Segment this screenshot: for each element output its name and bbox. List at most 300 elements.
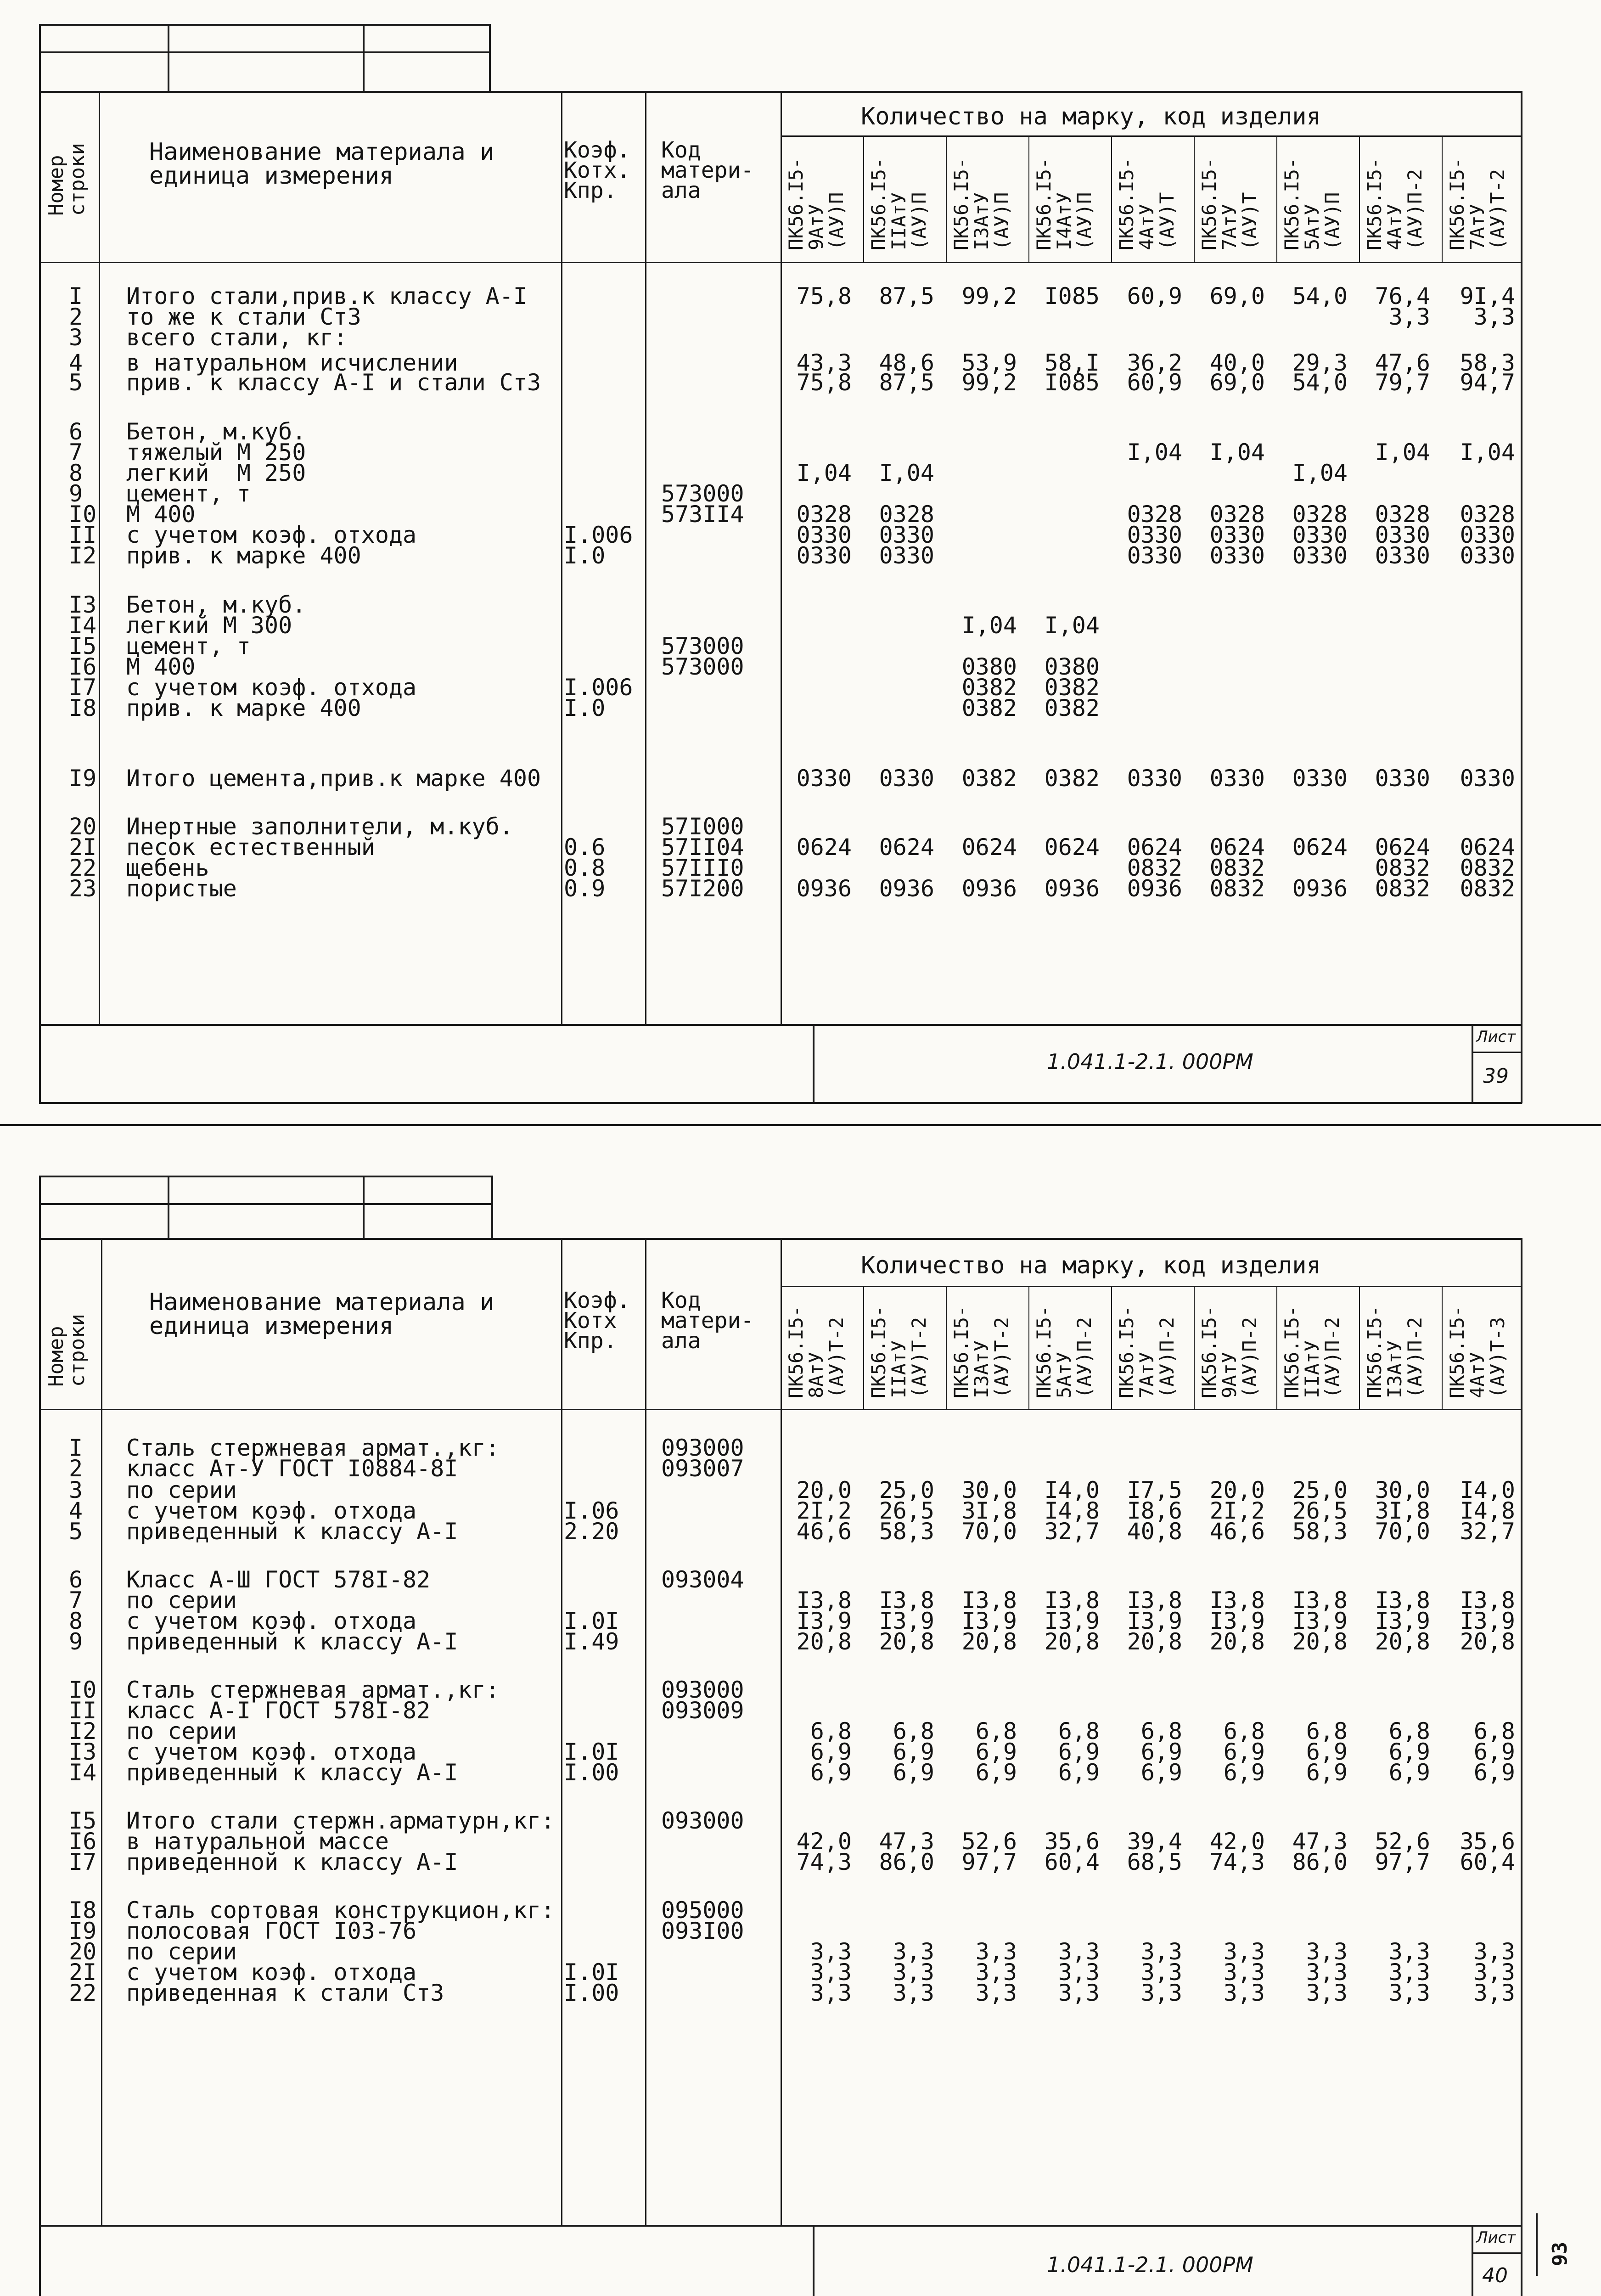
mark-code: ПК56.I5- I4АтУ (АУ)П bbox=[1033, 157, 1095, 250]
quantity-cell: 69,0 bbox=[1209, 283, 1265, 310]
quantity-cell: I,04 bbox=[1460, 439, 1515, 466]
quantity-cell: 0328 bbox=[1292, 501, 1348, 528]
material-name: прив. к марке 400 bbox=[126, 695, 361, 721]
quantity-cell: I,04 bbox=[1292, 460, 1348, 486]
quantity-cell: 0330 bbox=[1209, 765, 1265, 792]
mark-code: ПК56.I5- 5АтУ (АУ)П-2 bbox=[1033, 1305, 1095, 1398]
quantity-cell: 0328 bbox=[879, 501, 934, 528]
quantity-cell: 52,6 bbox=[961, 1828, 1017, 1855]
row-number: I6 bbox=[69, 653, 97, 680]
material-name: М 400 bbox=[126, 501, 196, 528]
quantity-cell: 3,3 bbox=[893, 1938, 934, 1965]
quantity-cell: I3,8 bbox=[1127, 1587, 1182, 1614]
row-number: 9 bbox=[69, 480, 83, 507]
quantity-cell: 0624 bbox=[1209, 834, 1265, 861]
quantity-cell: 6,9 bbox=[893, 1739, 934, 1765]
quantity-cell: 3,3 bbox=[810, 1980, 852, 2006]
quantity-cell: 47,3 bbox=[879, 1828, 934, 1855]
quantity-cell: 20,8 bbox=[1375, 1628, 1430, 1655]
quantity-cell: 2I,2 bbox=[796, 1497, 852, 1524]
quantity-cell: I4,8 bbox=[1460, 1497, 1515, 1524]
material-name: в натуральном исчислении bbox=[126, 349, 458, 376]
quantity-cell: 0382 bbox=[961, 695, 1017, 721]
quantity-cell: I4,0 bbox=[1044, 1477, 1100, 1503]
quantity-cell: 6,9 bbox=[1388, 1759, 1430, 1786]
material-name: легкий М 250 bbox=[126, 460, 306, 486]
material-name: приведенный к классу А-I bbox=[126, 1518, 458, 1545]
row-number: 3 bbox=[69, 1477, 83, 1503]
margin-line bbox=[1536, 2213, 1538, 2276]
mark-code: ПК56.I5- 8АтУ (АУ)Т-2 bbox=[785, 1305, 848, 1398]
material-name: с учетом коэф. отхода bbox=[126, 674, 417, 701]
quantity-cell: 99,2 bbox=[961, 369, 1017, 396]
quantity-cell: 25,0 bbox=[879, 1477, 934, 1503]
quantity-cell: 26,5 bbox=[879, 1497, 934, 1524]
quantity-cell: I3,8 bbox=[879, 1587, 934, 1614]
quantity-cell: 74,3 bbox=[1209, 1849, 1265, 1875]
quantity-cell: 3,3 bbox=[893, 1959, 934, 1986]
quantity-cell: 3,3 bbox=[1058, 1959, 1100, 1986]
quantity-cell: 87,5 bbox=[879, 369, 934, 396]
quantity-cell: 68,5 bbox=[1127, 1849, 1182, 1875]
quantity-cell: 35,6 bbox=[1044, 1828, 1100, 1855]
material-name: Сталь стержневая армат.,кг: bbox=[126, 1435, 500, 1461]
quantity-cell: 0624 bbox=[1127, 834, 1182, 861]
quantity-cell: 3,3 bbox=[1223, 1959, 1265, 1986]
quantity-cell: 0330 bbox=[879, 522, 934, 548]
material-name: класс А-I ГОСТ 578I-82 bbox=[126, 1697, 431, 1724]
row-number: 4 bbox=[69, 349, 83, 376]
quantity-cell: 0330 bbox=[1209, 522, 1265, 548]
row-number: 9 bbox=[69, 1628, 83, 1655]
material-name: приведенной к классу А-I bbox=[126, 1849, 458, 1875]
material-code: 093000 bbox=[661, 1435, 744, 1461]
quantity-cell: 0330 bbox=[1209, 542, 1265, 569]
quantity-cell: 58,3 bbox=[879, 1518, 934, 1545]
row-number: 7 bbox=[69, 439, 83, 466]
quantity-cell: 30,0 bbox=[1375, 1477, 1430, 1503]
quantity-cell: 3,3 bbox=[975, 1959, 1017, 1986]
material-name: тяжелый М 250 bbox=[126, 439, 306, 466]
quantity-cell: 6,9 bbox=[1058, 1759, 1100, 1786]
quantity-cell: 20,8 bbox=[1127, 1628, 1182, 1655]
quantity-cell: 75,8 bbox=[796, 369, 852, 396]
quantity-cell: 0624 bbox=[1044, 834, 1100, 861]
material-name: класс Ат-У ГОСТ I0884-8I bbox=[126, 1455, 458, 1482]
material-name: прив. к марке 400 bbox=[126, 542, 361, 569]
quantity-cell: I,04 bbox=[1127, 439, 1182, 466]
quantity-cell: 0330 bbox=[1375, 542, 1430, 569]
quantity-cell: 3,3 bbox=[1140, 1980, 1182, 2006]
quantity-cell: 29,3 bbox=[1292, 349, 1348, 376]
row-number: I5 bbox=[69, 633, 97, 659]
quantity-cell: 0330 bbox=[796, 542, 852, 569]
quantity-cell: 20,8 bbox=[1292, 1628, 1348, 1655]
quantity-cell: 0382 bbox=[1044, 765, 1100, 792]
material-name: цемент, т bbox=[126, 633, 251, 659]
quantity-cell: 70,0 bbox=[961, 1518, 1017, 1545]
coefficient: I.49 bbox=[564, 1628, 619, 1655]
quantity-cell: 54,0 bbox=[1292, 369, 1348, 396]
material-code: 093I00 bbox=[661, 1918, 744, 1944]
row-number: 20 bbox=[69, 813, 97, 840]
quantity-cell: 3,3 bbox=[1388, 1959, 1430, 1986]
quantity-cell: I3,9 bbox=[1460, 1608, 1515, 1634]
material-name: Сталь сортовая конструкцион,кг: bbox=[126, 1897, 555, 1924]
quantity-cell: 60,9 bbox=[1127, 369, 1182, 396]
quantity-cell: I3,8 bbox=[796, 1587, 852, 1614]
quantity-cell: 20,8 bbox=[796, 1628, 852, 1655]
quantity-cell: 6,8 bbox=[1306, 1718, 1348, 1745]
row-number: I0 bbox=[69, 1677, 97, 1703]
quantity-cell: 0330 bbox=[1127, 522, 1182, 548]
row-number: I8 bbox=[69, 695, 97, 721]
document-code: 1.041.1-2.1. 000РМ bbox=[1047, 1049, 1253, 1074]
quantity-cell: 60,9 bbox=[1127, 283, 1182, 310]
row-number: 2I bbox=[69, 1959, 97, 1986]
header-row-number: Номер строки bbox=[45, 143, 89, 216]
quantity-cell: I3,9 bbox=[1044, 1608, 1100, 1634]
quantity-cell: I,04 bbox=[1375, 439, 1430, 466]
quantity-cell: 3,3 bbox=[1140, 1959, 1182, 1986]
quantity-cell: 0328 bbox=[796, 501, 852, 528]
material-name: М 400 bbox=[126, 653, 196, 680]
quantity-cell: 3,3 bbox=[975, 1980, 1017, 2006]
header-coef: Коэф. Котх Кпр. bbox=[564, 1288, 630, 1354]
quantity-cell: 3,3 bbox=[1058, 1938, 1100, 1965]
quantity-cell: 86,0 bbox=[879, 1849, 934, 1875]
row-number: 5 bbox=[69, 369, 83, 396]
row-number: I2 bbox=[69, 542, 97, 569]
quantity-cell: 3I,8 bbox=[961, 1497, 1017, 1524]
quantity-cell: 3,3 bbox=[1388, 1938, 1430, 1965]
material-name: щебень bbox=[126, 855, 209, 881]
quantity-cell: 40,0 bbox=[1209, 349, 1265, 376]
header-quantity-title: Количество на марку, код изделия bbox=[861, 1252, 1321, 1279]
coefficient: I.00 bbox=[564, 1980, 619, 2006]
quantity-cell: 0330 bbox=[1460, 542, 1515, 569]
row-number: 22 bbox=[69, 855, 97, 881]
quantity-cell: I3,8 bbox=[1375, 1587, 1430, 1614]
quantity-cell: 20,8 bbox=[1209, 1628, 1265, 1655]
row-number: I3 bbox=[69, 591, 97, 618]
quantity-cell: I4,8 bbox=[1044, 1497, 1100, 1524]
material-name: в натуральной массе bbox=[126, 1828, 389, 1855]
mark-code: ПК56.I5- 9АтУ (АУ)П bbox=[785, 157, 848, 250]
quantity-cell: 3,3 bbox=[1473, 1959, 1515, 1986]
quantity-cell: 6,9 bbox=[893, 1759, 934, 1786]
quantity-cell: 3,3 bbox=[1473, 1938, 1515, 1965]
material-name: Итого цемента,прив.к марке 400 bbox=[126, 765, 541, 792]
quantity-cell: I3,8 bbox=[1209, 1587, 1265, 1614]
quantity-cell: 97,7 bbox=[1375, 1849, 1430, 1875]
quantity-cell: 0624 bbox=[796, 834, 852, 861]
quantity-cell: 6,9 bbox=[1223, 1739, 1265, 1765]
quantity-cell: 26,5 bbox=[1292, 1497, 1348, 1524]
material-name: по серии bbox=[126, 1587, 237, 1614]
quantity-cell: 0330 bbox=[879, 765, 934, 792]
quantity-cell: 0330 bbox=[1127, 542, 1182, 569]
quantity-cell: 3,3 bbox=[975, 1938, 1017, 1965]
quantity-cell: 6,9 bbox=[1306, 1739, 1348, 1765]
coefficient: 0.9 bbox=[564, 875, 606, 902]
quantity-cell: 32,7 bbox=[1460, 1518, 1515, 1545]
quantity-cell: 20,0 bbox=[796, 1477, 852, 1503]
quantity-cell: 6,9 bbox=[1140, 1739, 1182, 1765]
material-code: 093007 bbox=[661, 1455, 744, 1482]
material-code: 573II4 bbox=[661, 501, 744, 528]
row-number: 23 bbox=[69, 875, 97, 902]
quantity-cell: 60,4 bbox=[1460, 1849, 1515, 1875]
mark-code: ПК56.I5- 9АтУ (АУ)П-2 bbox=[1198, 1305, 1261, 1398]
material-name: приведенная к стали Ст3 bbox=[126, 1980, 444, 2006]
quantity-cell: 6,8 bbox=[1223, 1718, 1265, 1745]
material-name: пористые bbox=[126, 875, 237, 902]
quantity-cell: 46,6 bbox=[796, 1518, 852, 1545]
quantity-cell: 6,9 bbox=[810, 1739, 852, 1765]
coefficient: I.0I bbox=[564, 1608, 619, 1634]
quantity-cell: 6,8 bbox=[1473, 1718, 1515, 1745]
quantity-cell: 32,7 bbox=[1044, 1518, 1100, 1545]
quantity-cell: I3,8 bbox=[1292, 1587, 1348, 1614]
sheet-number: 40 bbox=[1482, 2264, 1508, 2287]
coefficient: 0.8 bbox=[564, 855, 606, 881]
quantity-cell: 20,0 bbox=[1209, 1477, 1265, 1503]
quantity-cell: 0330 bbox=[1375, 765, 1430, 792]
quantity-cell: I3,9 bbox=[1292, 1608, 1348, 1634]
mark-code: ПК56.I5- I3АтУ (АУ)П-2 bbox=[1363, 1305, 1426, 1398]
material-code: 57I200 bbox=[661, 875, 744, 902]
row-number: I9 bbox=[69, 1918, 97, 1944]
row-number: 2 bbox=[69, 1455, 83, 1482]
sheet-number: 39 bbox=[1483, 1064, 1509, 1088]
row-number: I4 bbox=[69, 612, 97, 639]
quantity-cell: I4,0 bbox=[1460, 1477, 1515, 1503]
quantity-cell: 3,3 bbox=[1306, 1959, 1348, 1986]
material-name: Класс А-Ш ГОСТ 578I-82 bbox=[126, 1566, 431, 1593]
row-number: I bbox=[69, 1435, 83, 1461]
quantity-cell: 43,3 bbox=[796, 349, 852, 376]
quantity-cell: 0832 bbox=[1375, 855, 1430, 881]
quantity-cell: I085 bbox=[1044, 369, 1100, 396]
material-code: 57I000 bbox=[661, 813, 744, 840]
quantity-cell: 42,0 bbox=[796, 1828, 852, 1855]
quantity-cell: 6,9 bbox=[1388, 1739, 1430, 1765]
material-name: приведенный к классу А-I bbox=[126, 1759, 458, 1786]
quantity-cell: 20,8 bbox=[879, 1628, 934, 1655]
material-name: по серии bbox=[126, 1477, 237, 1503]
quantity-cell: 36,2 bbox=[1127, 349, 1182, 376]
row-number: 7 bbox=[69, 1587, 83, 1614]
coefficient: I.006 bbox=[564, 674, 633, 701]
quantity-cell: 54,0 bbox=[1292, 283, 1348, 310]
material-name: с учетом коэф. отхода bbox=[126, 1497, 417, 1524]
quantity-cell: 0832 bbox=[1460, 875, 1515, 902]
quantity-cell: 3,3 bbox=[810, 1959, 852, 1986]
quantity-cell: 6,9 bbox=[1223, 1759, 1265, 1786]
quantity-cell: 3,3 bbox=[810, 1938, 852, 1965]
material-code: 573000 bbox=[661, 633, 744, 659]
material-code: 093009 bbox=[661, 1697, 744, 1724]
quantity-cell: 6,9 bbox=[975, 1759, 1017, 1786]
row-number: 2I bbox=[69, 834, 97, 861]
row-number: I6 bbox=[69, 1828, 97, 1855]
quantity-cell: 0328 bbox=[1375, 501, 1430, 528]
material-name: прив. к классу А-I и стали Ст3 bbox=[126, 369, 541, 396]
quantity-cell: 70,0 bbox=[1375, 1518, 1430, 1545]
header-row-number: Номер строки bbox=[45, 1314, 89, 1387]
quantity-cell: 86,0 bbox=[1292, 1849, 1348, 1875]
quantity-cell: 97,7 bbox=[961, 1849, 1017, 1875]
quantity-cell: 0832 bbox=[1460, 855, 1515, 881]
margin-page-number: 93 bbox=[1548, 2242, 1572, 2266]
quantity-cell: I8,6 bbox=[1127, 1497, 1182, 1524]
material-name: с учетом коэф. отхода bbox=[126, 1739, 417, 1765]
quantity-cell: 0936 bbox=[796, 875, 852, 902]
quantity-cell: 0832 bbox=[1209, 875, 1265, 902]
coefficient: 2.20 bbox=[564, 1518, 619, 1545]
mark-code: ПК56.I5- I3АтУ (АУ)Т-2 bbox=[950, 1305, 1013, 1398]
row-number: 3 bbox=[69, 324, 83, 351]
row-number: II bbox=[69, 522, 97, 548]
material-name: по серии bbox=[126, 1718, 237, 1745]
quantity-cell: 76,4 bbox=[1375, 283, 1430, 310]
quantity-cell: 6,9 bbox=[810, 1759, 852, 1786]
quantity-cell: I,04 bbox=[1044, 612, 1100, 639]
material-code: 573000 bbox=[661, 480, 744, 507]
header-material-code: Код матери- ала bbox=[661, 137, 754, 203]
header-material-name: Наименование материала и единица измерения bbox=[149, 138, 494, 190]
material-name: всего стали, кг: bbox=[126, 324, 348, 351]
quantity-cell: 2I,2 bbox=[1209, 1497, 1265, 1524]
quantity-cell: 0624 bbox=[1375, 834, 1430, 861]
material-name: цемент, т bbox=[126, 480, 251, 507]
quantity-cell: 69,0 bbox=[1209, 369, 1265, 396]
mark-code: ПК56.I5- 4АтУ (АУ)Т bbox=[1115, 157, 1178, 250]
material-name: с учетом коэф. отхода bbox=[126, 522, 417, 548]
mark-code: ПК56.I5- 4АтУ (АУ)Т-3 bbox=[1446, 1305, 1509, 1398]
row-number: I3 bbox=[69, 1739, 97, 1765]
quantity-cell: 3,3 bbox=[893, 1980, 934, 2006]
quantity-cell: 6,8 bbox=[1388, 1718, 1430, 1745]
material-name: Бетон, м.куб. bbox=[126, 418, 306, 445]
quantity-cell: I,04 bbox=[796, 460, 852, 486]
row-number: I7 bbox=[69, 1849, 97, 1875]
material-name: Сталь стержневая армат.,кг: bbox=[126, 1677, 500, 1703]
material-code: 57III0 bbox=[661, 855, 744, 881]
row-number: 4 bbox=[69, 1497, 83, 1524]
sheet-label: Лист bbox=[1476, 2228, 1516, 2247]
quantity-cell: 0328 bbox=[1127, 501, 1182, 528]
mark-code: ПК56.I5- 4АтУ (АУ)П-2 bbox=[1363, 157, 1426, 250]
quantity-cell: 0624 bbox=[1460, 834, 1515, 861]
quantity-cell: 6,8 bbox=[893, 1718, 934, 1745]
quantity-cell: 40,8 bbox=[1127, 1518, 1182, 1545]
row-number: 6 bbox=[69, 1566, 83, 1593]
quantity-cell: 0936 bbox=[1044, 875, 1100, 902]
material-name: то же к стали Ст3 bbox=[126, 304, 361, 330]
row-number: I0 bbox=[69, 501, 97, 528]
row-number: I bbox=[69, 283, 83, 310]
quantity-cell: 0624 bbox=[1292, 834, 1348, 861]
material-code: 093000 bbox=[661, 1677, 744, 1703]
quantity-cell: I3,9 bbox=[1127, 1608, 1182, 1634]
mark-code: ПК56.I5- IIАтУ (АУ)П bbox=[867, 157, 930, 250]
material-name: полосовая ГОСТ I03-76 bbox=[126, 1918, 417, 1944]
quantity-cell: 53,9 bbox=[961, 349, 1017, 376]
quantity-cell: 79,7 bbox=[1375, 369, 1430, 396]
quantity-cell: I3,8 bbox=[1460, 1587, 1515, 1614]
coefficient: I.0 bbox=[564, 695, 606, 721]
row-number: II bbox=[69, 1697, 97, 1724]
quantity-cell: 0624 bbox=[961, 834, 1017, 861]
document-code: 1.041.1-2.1. 000РМ bbox=[1047, 2252, 1253, 2277]
material-code: 57II04 bbox=[661, 834, 744, 861]
coefficient: I.0 bbox=[564, 542, 606, 569]
quantity-cell: 6,8 bbox=[1058, 1718, 1100, 1745]
mark-code: ПК56.I5- I3АтУ (АУ)П bbox=[950, 157, 1013, 250]
quantity-cell: 0936 bbox=[1127, 875, 1182, 902]
quantity-cell: 6,8 bbox=[975, 1718, 1017, 1745]
material-name: песок естественный bbox=[126, 834, 375, 861]
quantity-cell: 47,3 bbox=[1292, 1828, 1348, 1855]
quantity-cell: 0380 bbox=[1044, 653, 1100, 680]
coefficient: I.00 bbox=[564, 1759, 619, 1786]
quantity-cell: 0330 bbox=[796, 522, 852, 548]
quantity-cell: 6,9 bbox=[975, 1739, 1017, 1765]
header-quantity-title: Количество на марку, код изделия bbox=[861, 103, 1321, 130]
quantity-cell: 3,3 bbox=[1473, 304, 1515, 330]
mark-code: ПК56.I5- 5АтУ (АУ)П bbox=[1281, 157, 1343, 250]
quantity-cell: 6,8 bbox=[1140, 1718, 1182, 1745]
row-number: 2 bbox=[69, 304, 83, 330]
row-number: I8 bbox=[69, 1897, 97, 1924]
quantity-cell: 87,5 bbox=[879, 283, 934, 310]
quantity-cell: I3,8 bbox=[1044, 1587, 1100, 1614]
quantity-cell: 3,3 bbox=[1473, 1980, 1515, 2006]
quantity-cell: I3,9 bbox=[796, 1608, 852, 1634]
quantity-cell: I3,9 bbox=[961, 1608, 1017, 1634]
quantity-cell: 94,7 bbox=[1460, 369, 1515, 396]
row-number: 5 bbox=[69, 1518, 83, 1545]
quantity-cell: I3,9 bbox=[879, 1608, 934, 1634]
quantity-cell: 6,8 bbox=[810, 1718, 852, 1745]
quantity-cell: 0330 bbox=[1460, 765, 1515, 792]
quantity-cell: 0330 bbox=[1292, 522, 1348, 548]
material-name: Бетон, м.куб. bbox=[126, 591, 306, 618]
quantity-cell: 3,3 bbox=[1223, 1938, 1265, 1965]
quantity-cell: 58,3 bbox=[1460, 349, 1515, 376]
quantity-cell: I3,9 bbox=[1375, 1608, 1430, 1634]
header-coef: Коэф. Котх. Кпр. bbox=[564, 137, 630, 203]
quantity-cell: 0382 bbox=[1044, 695, 1100, 721]
quantity-cell: 20,8 bbox=[1460, 1628, 1515, 1655]
quantity-cell: 0382 bbox=[961, 674, 1017, 701]
quantity-cell: 3,3 bbox=[1058, 1980, 1100, 2006]
row-number: 8 bbox=[69, 460, 83, 486]
sheet-divider bbox=[0, 1124, 1601, 1126]
quantity-cell: 6,9 bbox=[1306, 1759, 1348, 1786]
material-name: Итого стали стержн.арматурн,кг: bbox=[126, 1807, 555, 1834]
quantity-cell: 60,4 bbox=[1044, 1849, 1100, 1875]
quantity-cell: 0936 bbox=[1292, 875, 1348, 902]
quantity-cell: I7,5 bbox=[1127, 1477, 1182, 1503]
quantity-cell: 20,8 bbox=[961, 1628, 1017, 1655]
mark-code: ПК56.I5- IIАтУ (АУ)Т-2 bbox=[867, 1305, 930, 1398]
quantity-cell: I,04 bbox=[961, 612, 1017, 639]
quantity-cell: 0330 bbox=[796, 765, 852, 792]
material-name: с учетом коэф. отхода bbox=[126, 1608, 417, 1634]
